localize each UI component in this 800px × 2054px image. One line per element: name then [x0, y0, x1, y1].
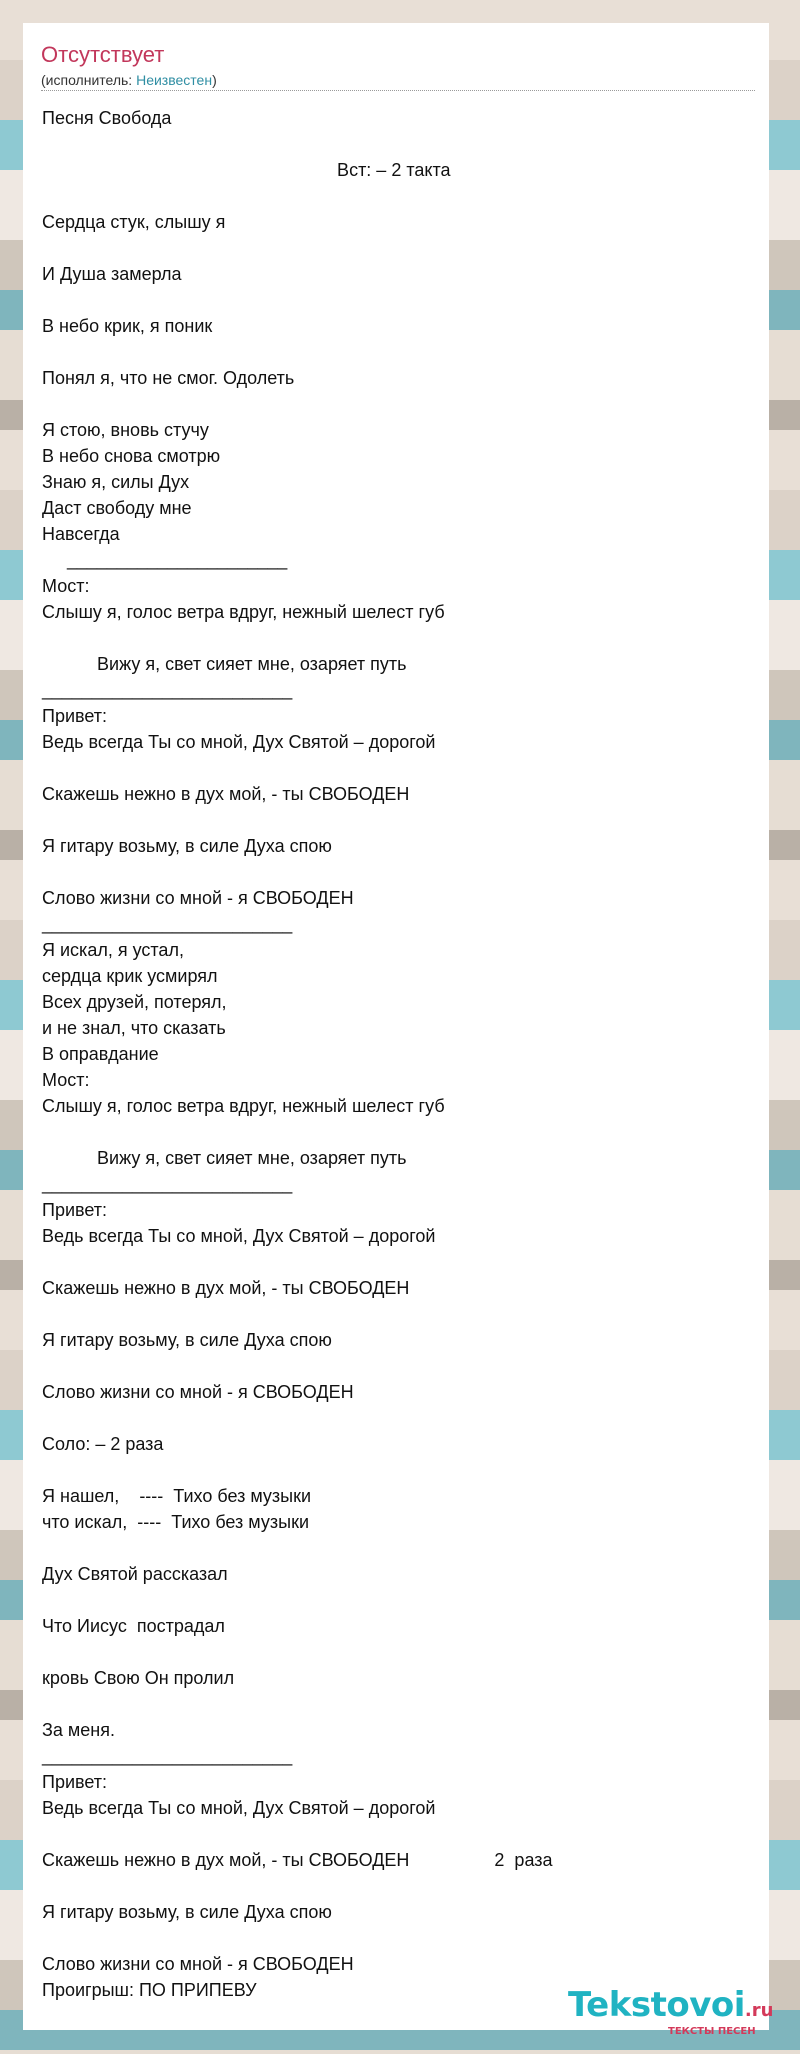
song-header — [41, 41, 755, 89]
lyrics-text: Песня Свобода Вст: – 2 такта Сердца стук, слышу я И Душа замерла В небо крик, я поник Понял я, что не смог. Одолеть Я стою, вновь стучу В небо снова смотрю Знаю я, силы Дух Даст свободу мне Навсегда ______________________ Мост: Слышу я, голос ветра вдруг, нежный шелест губ Вижу я, свет сияет мне, озаряет путь _________________________ Привет: Ведь всегда Ты со мной, Дух Святой – дорогой Скажешь нежно в дух мой, - ты СВОБОДЕН Я гитару возьму, в силе Духа спою Слово жизни со мной - я СВОБОДЕН _________________________ Я искал, я устал, сердца крик усмирял Всех друзей, потерял, и не знал, что сказать В оправдание Мост: Слышу я, голос ветра вдруг, нежный шелест губ Вижу я, свет сияет мне, озаряет путь _________________________ Привет: Ведь всегда Ты со мной, Дух Святой – дорогой Скажешь нежно в дух мой, - ты СВОБОДЕН Я гитару возьму, в силе Духа спою Слово жизни со мной - я СВОБОДЕН Соло: – 2 раза Я нашел, ---- Тихо без музыки что искал, ---- Тихо без музыки Дух Святой рассказал Что Иисус пострадал кровь Свою Он пролил За меня. _________________________ Привет: Ведь всегда Ты со мной, Дух Святой – дорогой Скажешь нежно в дух мой, - ты СВОБОДЕН 2 раза Я гитару возьму, в силе Духа спою Слово жизни со мной - я СВОБОДЕН Проигрыш: ПО ПРИПЕВУ — [42, 108, 553, 2000]
performer-line — [41, 71, 755, 89]
performer-prefix: (исполнитель: — [41, 72, 137, 88]
logo-main-text: Tekstovoi — [568, 1985, 745, 2025]
performer-link[interactable]: Неизвестен — [136, 72, 213, 88]
header-divider — [41, 90, 755, 91]
site-logo[interactable] — [568, 1985, 774, 2037]
logo-tld: .ru — [744, 2000, 774, 2021]
performer-suffix: ) — [212, 72, 217, 88]
logo-tagline: ТЕКСТЫ ПЕСЕН — [668, 2026, 756, 2037]
lyrics-card — [23, 23, 774, 2037]
artist-title: Отсутствует — [41, 42, 165, 67]
